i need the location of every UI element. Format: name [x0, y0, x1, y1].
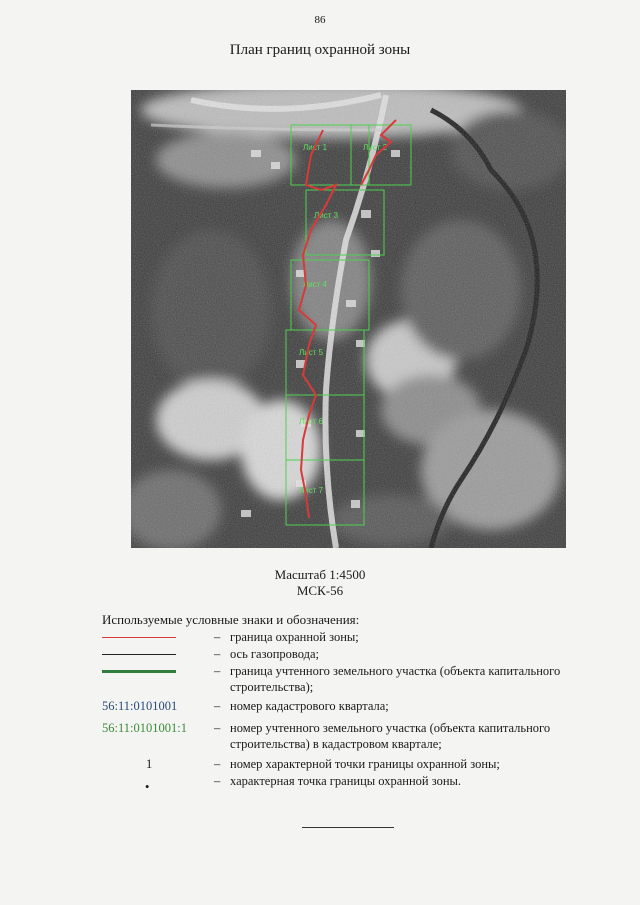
- page-number: 86: [314, 14, 326, 26]
- cadastral-quarter-code: 56:11:0101001: [102, 699, 178, 713]
- sheet-label: Лист 3: [314, 211, 339, 220]
- point-dot-symbol: •: [145, 780, 150, 794]
- sheet-label: Лист 1: [303, 143, 328, 152]
- map-drawing: [131, 90, 566, 548]
- point-number-symbol: 1: [146, 757, 153, 771]
- land-plot-code: 56:11:0101001:1: [102, 721, 187, 735]
- legend-heading: Используемые условные знаки и обозначения:: [102, 612, 360, 627]
- sheet-label: Лист 4: [303, 280, 328, 289]
- footer-rule: [302, 827, 394, 828]
- scale-label: Масштаб 1:4500: [274, 567, 366, 582]
- sheet-label: Лист 2: [363, 143, 388, 152]
- scale-block: [0, 567, 640, 599]
- page-title: План границ охранной зоны: [229, 42, 411, 58]
- sheet-label: Лист 5: [299, 348, 324, 357]
- sheet-label: Лист 7: [299, 486, 324, 495]
- sheet-label: Лист 6: [299, 417, 324, 426]
- aerial-map: [131, 90, 566, 548]
- coordinate-system: МСК-56: [296, 583, 344, 598]
